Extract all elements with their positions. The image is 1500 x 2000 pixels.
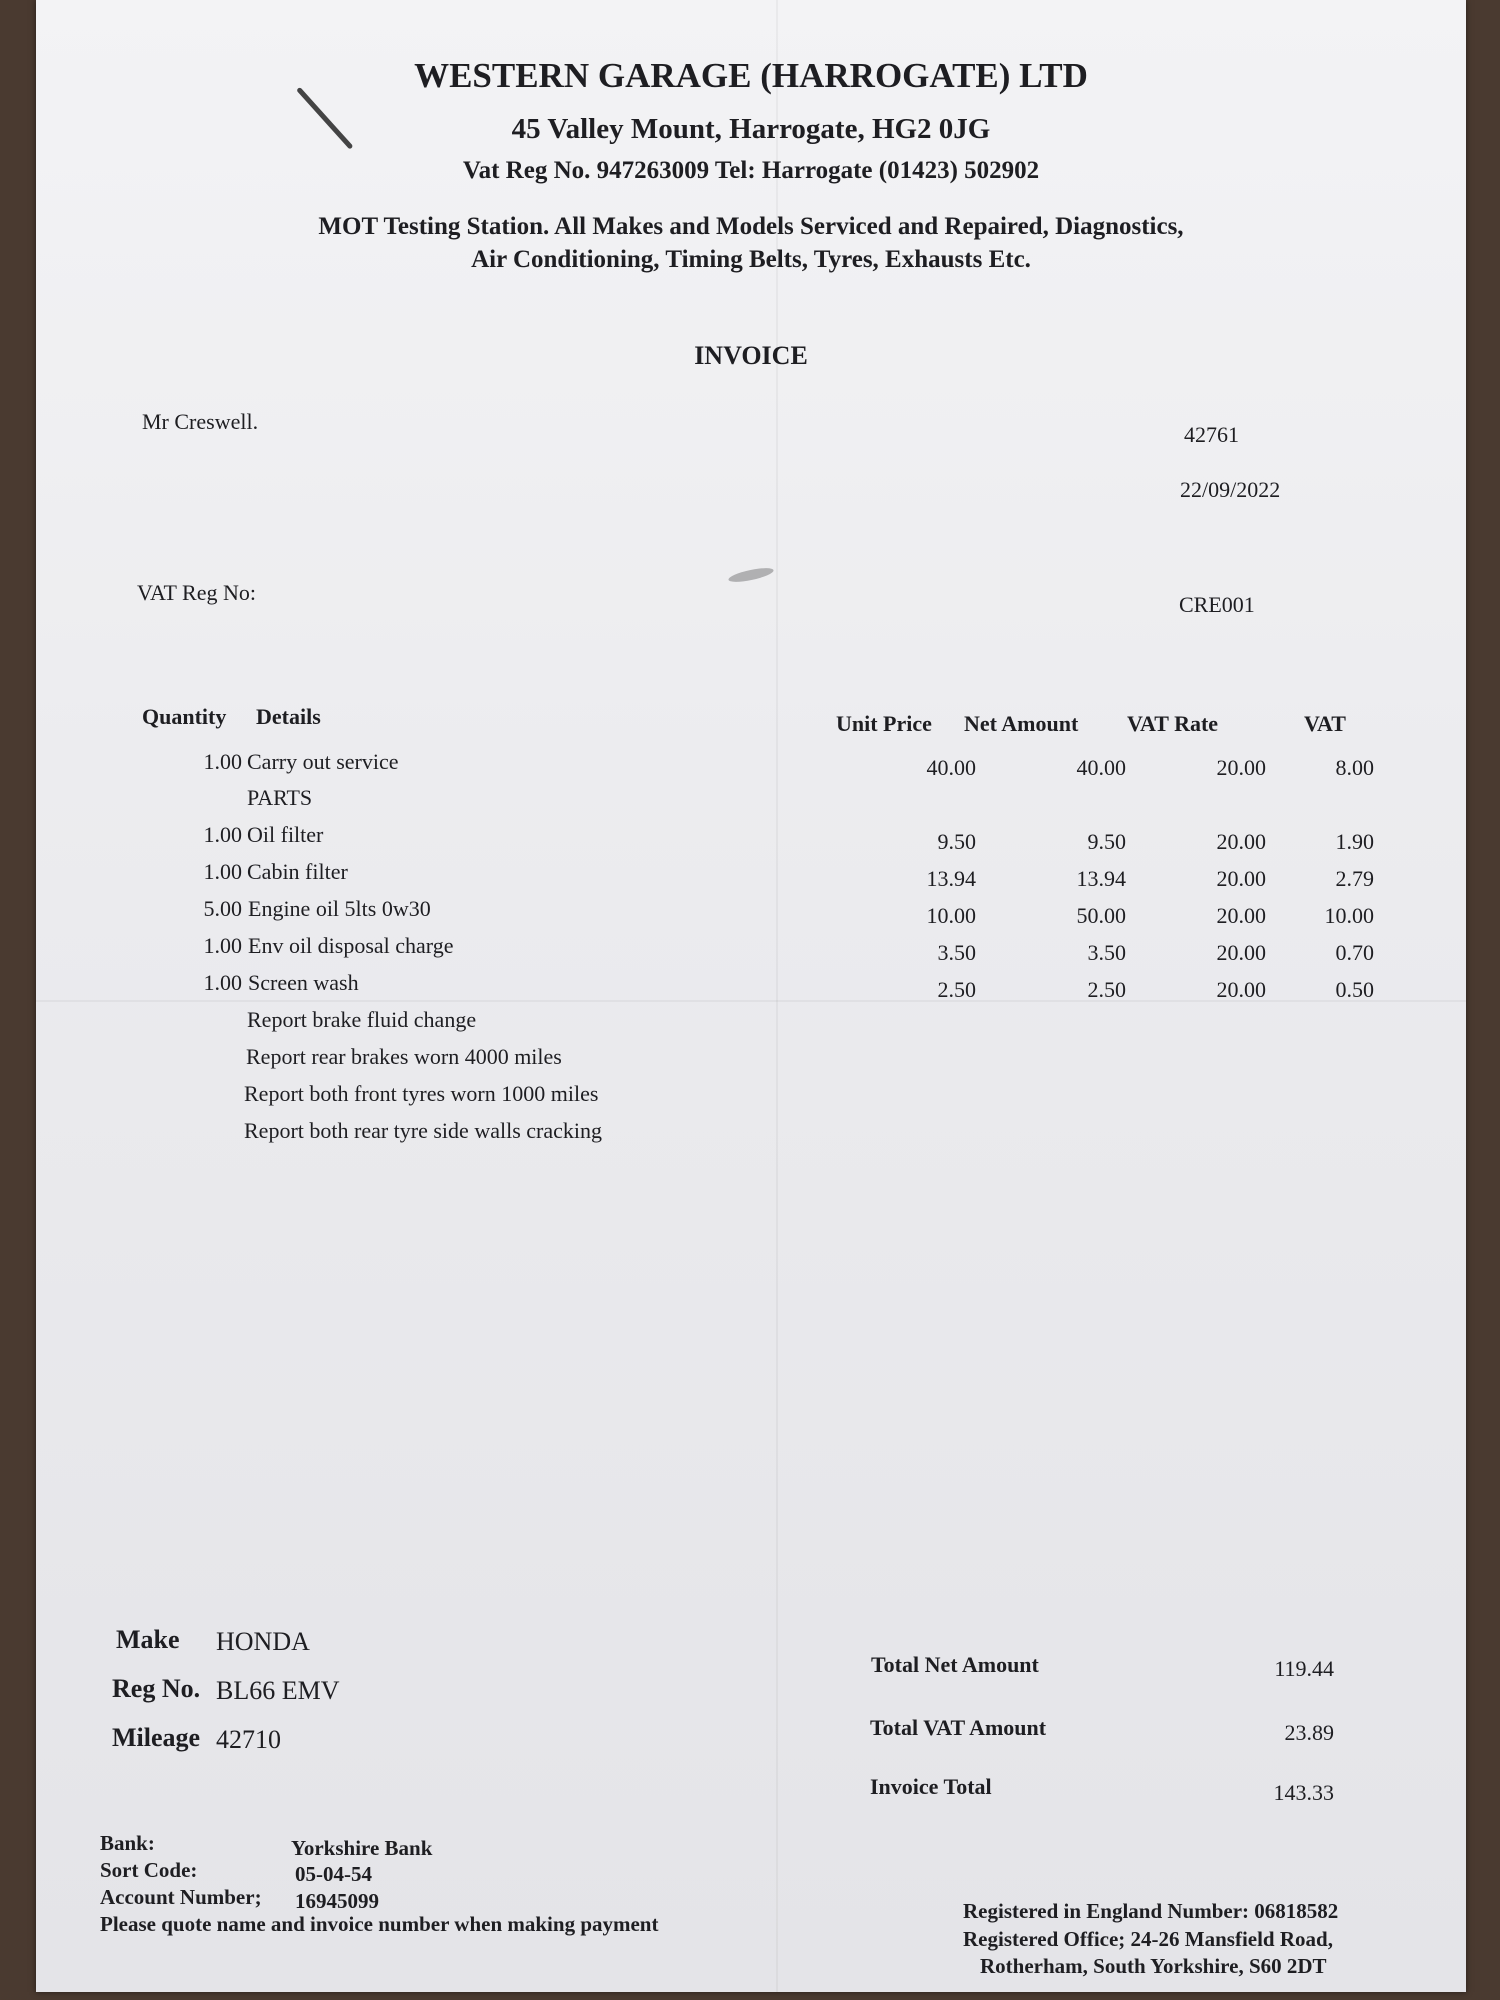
row-details: PARTS: [247, 785, 313, 810]
row-vat: 0.70: [1335, 940, 1374, 965]
col-header-quantity: Quantity: [142, 704, 227, 729]
row-vat-rate: 20.00: [1216, 829, 1266, 854]
row-details: Screen wash: [248, 970, 359, 995]
company-services-1: MOT Testing Station. All Makes and Models Serviced and Repaired, Diagnostics,: [318, 213, 1184, 240]
row-unit-price: 13.94: [926, 866, 976, 891]
row-details: Env oil disposal charge: [248, 933, 454, 958]
customer-name: Mr Creswell.: [142, 409, 259, 434]
account-number-label: Account Number;: [100, 1885, 262, 1909]
row-vat: 10.00: [1324, 903, 1374, 928]
row-vat-rate: 20.00: [1216, 977, 1266, 1002]
row-quantity: 1.00: [203, 970, 242, 995]
registered-line-2: Registered Office; 24-26 Mansfield Road,: [963, 1927, 1333, 1951]
row-details: Engine oil 5lts 0w30: [248, 896, 431, 921]
invoice-date: 22/09/2022: [1180, 477, 1281, 502]
row-details: Carry out service: [247, 749, 399, 774]
row-details: Report both front tyres worn 1000 miles: [244, 1081, 599, 1106]
invoice-total-label: Invoice Total: [870, 1774, 992, 1799]
make-label: Make: [116, 1625, 180, 1654]
row-net-amount: 2.50: [1087, 977, 1126, 1002]
invoice-number: 42761: [1184, 422, 1239, 447]
col-header-net-amount: Net Amount: [964, 711, 1079, 736]
row-vat-rate: 20.00: [1216, 940, 1266, 965]
payment-note: Please quote name and invoice number when making payment: [100, 1912, 659, 1936]
ink-smudge: [727, 565, 774, 584]
row-net-amount: 40.00: [1076, 755, 1126, 780]
row-unit-price: 10.00: [926, 903, 976, 928]
col-header-vat-rate: VAT Rate: [1127, 711, 1219, 736]
col-header-unit-price: Unit Price: [836, 711, 932, 736]
row-net-amount: 13.94: [1076, 866, 1126, 891]
reg-label: Reg No.: [112, 1674, 201, 1703]
row-details: Oil filter: [247, 822, 324, 847]
customer-vat-label: VAT Reg No:: [137, 580, 256, 605]
sort-code-value: 05-04-54: [295, 1862, 372, 1886]
total-vat-value: 23.89: [1284, 1720, 1334, 1745]
doc-title: INVOICE: [694, 341, 808, 370]
bank-label: Bank:: [100, 1831, 155, 1855]
account-number-value: 16945099: [295, 1889, 379, 1913]
mileage-value: 42710: [216, 1725, 281, 1754]
row-details: Cabin filter: [247, 859, 348, 884]
row-net-amount: 50.00: [1076, 903, 1126, 928]
row-quantity: 1.00: [203, 859, 242, 884]
total-vat-label: Total VAT Amount: [870, 1715, 1047, 1740]
company-name: WESTERN GARAGE (HARROGATE) LTD: [414, 56, 1088, 95]
col-header-vat: VAT: [1304, 711, 1346, 736]
row-net-amount: 3.50: [1087, 940, 1126, 965]
total-net-value: 119.44: [1274, 1656, 1334, 1681]
row-unit-price: 3.50: [937, 940, 976, 965]
reg-value: BL66 EMV: [216, 1676, 340, 1705]
row-quantity: 1.00: [203, 822, 242, 847]
row-vat: 0.50: [1335, 977, 1374, 1002]
invoice-sheet: [36, 0, 1466, 1992]
total-net-label: Total Net Amount: [871, 1652, 1039, 1677]
company-services-2: Air Conditioning, Timing Belts, Tyres, Exhausts Etc.: [471, 246, 1031, 273]
row-vat: 1.90: [1335, 829, 1374, 854]
registered-line-1: Registered in England Number: 06818582: [963, 1899, 1339, 1923]
row-details: Report rear brakes worn 4000 miles: [246, 1044, 562, 1069]
row-details: Report both rear tyre side walls cracking: [244, 1118, 602, 1143]
bank-value: Yorkshire Bank: [291, 1836, 433, 1860]
make-value: HONDA: [216, 1627, 310, 1656]
company-address: 45 Valley Mount, Harrogate, HG2 0JG: [511, 113, 991, 145]
registered-line-3: Rotherham, South Yorkshire, S60 2DT: [980, 1954, 1327, 1978]
row-vat: 2.79: [1335, 866, 1374, 891]
row-unit-price: 40.00: [926, 755, 976, 780]
row-vat-rate: 20.00: [1216, 866, 1266, 891]
row-vat-rate: 20.00: [1216, 903, 1266, 928]
account-ref: CRE001: [1179, 592, 1255, 617]
row-vat-rate: 20.00: [1216, 755, 1266, 780]
row-unit-price: 2.50: [937, 977, 976, 1002]
invoice-total-value: 143.33: [1273, 1780, 1334, 1805]
sort-code-label: Sort Code:: [100, 1858, 198, 1882]
row-unit-price: 9.50: [937, 829, 976, 854]
row-details: Report brake fluid change: [247, 1007, 477, 1032]
row-quantity: 1.00: [203, 749, 242, 774]
col-header-details: Details: [256, 704, 321, 729]
row-quantity: 1.00: [203, 933, 242, 958]
row-net-amount: 9.50: [1087, 829, 1126, 854]
row-quantity: 5.00: [203, 896, 242, 921]
fold-crease-vertical: [776, 0, 778, 1992]
mileage-label: Mileage: [112, 1723, 201, 1752]
row-vat: 8.00: [1335, 755, 1374, 780]
company-vat-tel: Vat Reg No. 947263009 Tel: Harrogate (01423) 502902: [462, 157, 1040, 184]
